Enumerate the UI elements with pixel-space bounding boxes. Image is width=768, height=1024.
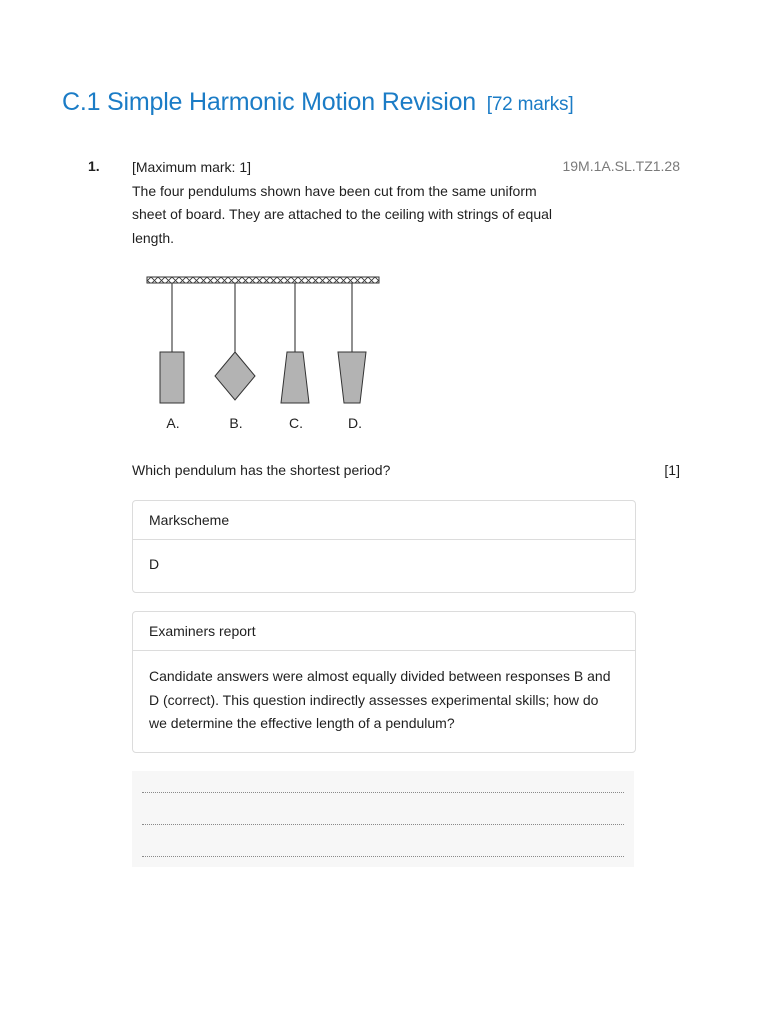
- markscheme-answer: D: [149, 556, 160, 572]
- label-b: B.: [229, 415, 243, 431]
- markscheme-heading: Markscheme: [133, 501, 635, 540]
- question-prompt: Which pendulum has the shortest period?: [132, 462, 391, 478]
- max-mark: [Maximum mark: 1]: [132, 159, 252, 175]
- ceiling: [147, 277, 379, 283]
- pendulum-a-shape: [160, 352, 184, 403]
- pendulum-figure: [144, 270, 384, 440]
- examiners-report-heading: Examiners report: [133, 612, 635, 651]
- pendulum-diagram: [144, 270, 384, 435]
- answer-line: [142, 824, 624, 825]
- question-code: 19M.1A.SL.TZ1.28: [562, 158, 680, 174]
- label-a: A.: [166, 415, 180, 431]
- question-body: [132, 156, 560, 250]
- answer-line: [142, 792, 624, 793]
- question-number: 1.: [88, 158, 100, 174]
- page-title: [62, 88, 573, 117]
- markscheme-box: [132, 500, 636, 593]
- pendulum-b-shape: [215, 352, 255, 400]
- label-c: C.: [289, 415, 303, 431]
- question-text: The four pendulums shown have been cut from the same uniform sheet of board. They are attached to the ceiling with strings of equal length.: [132, 182, 552, 246]
- pendulum-c-shape: [281, 352, 309, 403]
- examiners-report-text: Candidate answers were almost equally divided between responses B and D (correct). This question indirectly assesses experimental skills; how do we determine the effective length of a pendulum?: [149, 668, 611, 731]
- answer-line: [142, 856, 624, 857]
- label-d: D.: [348, 415, 362, 431]
- examiners-report-box: [132, 611, 636, 753]
- answer-area[interactable]: [132, 771, 634, 867]
- total-marks: [72 marks]: [486, 94, 574, 115]
- question-mark: [1]: [664, 462, 680, 478]
- title-text: C.1 Simple Harmonic Motion Revision: [62, 88, 476, 116]
- pendulum-d-shape: [338, 352, 366, 403]
